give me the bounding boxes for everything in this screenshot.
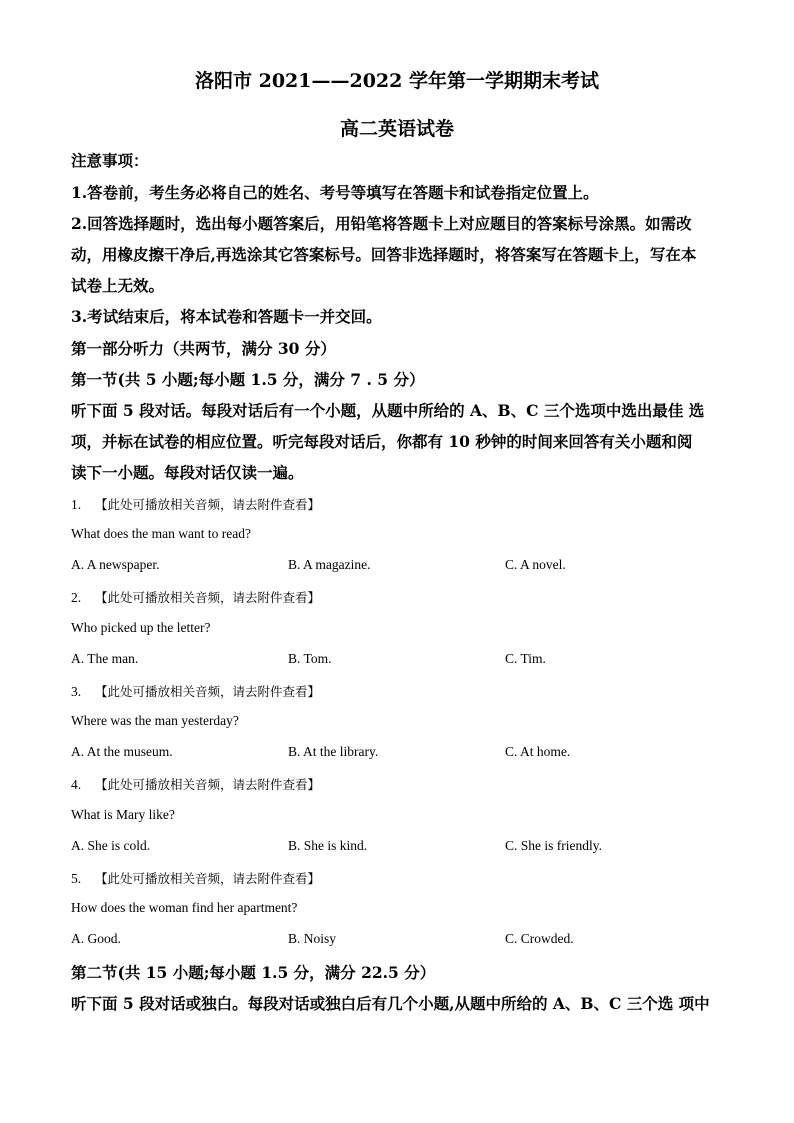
question-1-header [71,495,320,513]
question-3-stem: Where was the man yesterday? [71,713,239,728]
question-1-option-a: A. A newspaper. [71,557,160,572]
question-1-option-b: B. A magazine. [288,557,371,572]
question-number: 2. [71,590,82,605]
question-4-stem: What is Mary like? [71,807,175,822]
notes-line-3: 3.考试结束后，将本试卷和答题卡一并交回。 [71,307,382,326]
question-5-stem: How does the woman find her apartment? [71,900,298,915]
question-2-stem: Who picked up the letter? [71,620,211,635]
part1-heading: 第一部分听力（共两节，满分 30 分） [71,339,336,358]
question-4-header [71,775,320,793]
notes-heading: 注意事项： [71,151,149,170]
question-5-option-c: C. Crowded. [505,931,574,946]
audio-hint-link[interactable]: 【此处可播放相关音频，请去附件查看】 [95,497,321,512]
question-4-option-c: C. She is friendly. [505,838,602,853]
audio-hint-link[interactable]: 【此处可播放相关音频，请去附件查看】 [95,871,321,886]
question-4-option-b: B. She is kind. [288,838,368,853]
section2-heading: 第二节(共 15 小题;每小题 1.5 分，满分 22.5 分） [71,963,436,982]
question-5-header [71,869,320,887]
audio-hint-link[interactable]: 【此处可播放相关音频，请去附件查看】 [95,684,321,699]
question-5-option-b: B. Noisy [288,931,337,946]
notes-line-2c: 试卷上无效。 [71,276,165,295]
question-2-header [71,588,320,606]
question-5-option-a: A. Good. [71,931,121,946]
notes-line-1: 1.答卷前，考生务必将自己的姓名、考号等填写在答题卡和试卷指定位置上。 [71,183,599,202]
question-2-option-c: C. Tim. [505,651,546,666]
section1-instruction-c: 读下一小题。每段对话仅读一遍。 [71,463,304,482]
question-number: 3. [71,684,82,699]
notes-line-2a: 2.回答选择题时，选出每小题答案后，用铅笔将答题卡上对应题目的答案标号涂黑。如需改 [71,214,692,233]
exam-title: 洛阳市 2021——2022 学年第一学期期末考试 [195,70,599,92]
section1-instruction-a: 听下面 5 段对话。每段对话后有一个小题，从题中所给的 A、B、C 三个选项中选出最佳 选 [71,401,705,420]
question-2-option-b: B. Tom. [288,651,332,666]
question-4-option-a: A. She is cold. [71,838,151,853]
question-1-option-c: C. A novel. [505,557,566,572]
question-1-stem: What does the man want to read? [71,526,251,541]
question-number: 5. [71,871,82,886]
notes-line-2b: 动，用橡皮擦干净后,再选涂其它答案标号。回答非选择题时，将答案写在答题卡上，写在本 [71,245,697,264]
question-number: 4. [71,777,82,792]
audio-hint-link[interactable]: 【此处可播放相关音频，请去附件查看】 [95,777,321,792]
question-3-option-a: A. At the museum. [71,744,173,759]
question-number: 1. [71,497,82,512]
question-3-header [71,682,320,700]
section1-heading: 第一节(共 5 小题;每小题 1.5 分，满分 7 . 5 分） [71,370,425,389]
section1-instruction-b: 项，并标在试卷的相应位置。听完每段对话后，你都有 10 秒钟的时间来回答有关小题和阅 [71,432,693,451]
section2-instruction: 听下面 5 段对话或独白。每段对话或独白后有几个小题,从题中所给的 A、B、C 三个选 项中 [71,994,710,1013]
audio-hint-link[interactable]: 【此处可播放相关音频，请去附件查看】 [95,590,321,605]
question-2-option-a: A. The man. [71,651,139,666]
exam-subtitle: 高二英语试卷 [339,118,454,140]
question-3-option-b: B. At the library. [288,744,379,759]
question-3-option-c: C. At home. [505,744,571,759]
